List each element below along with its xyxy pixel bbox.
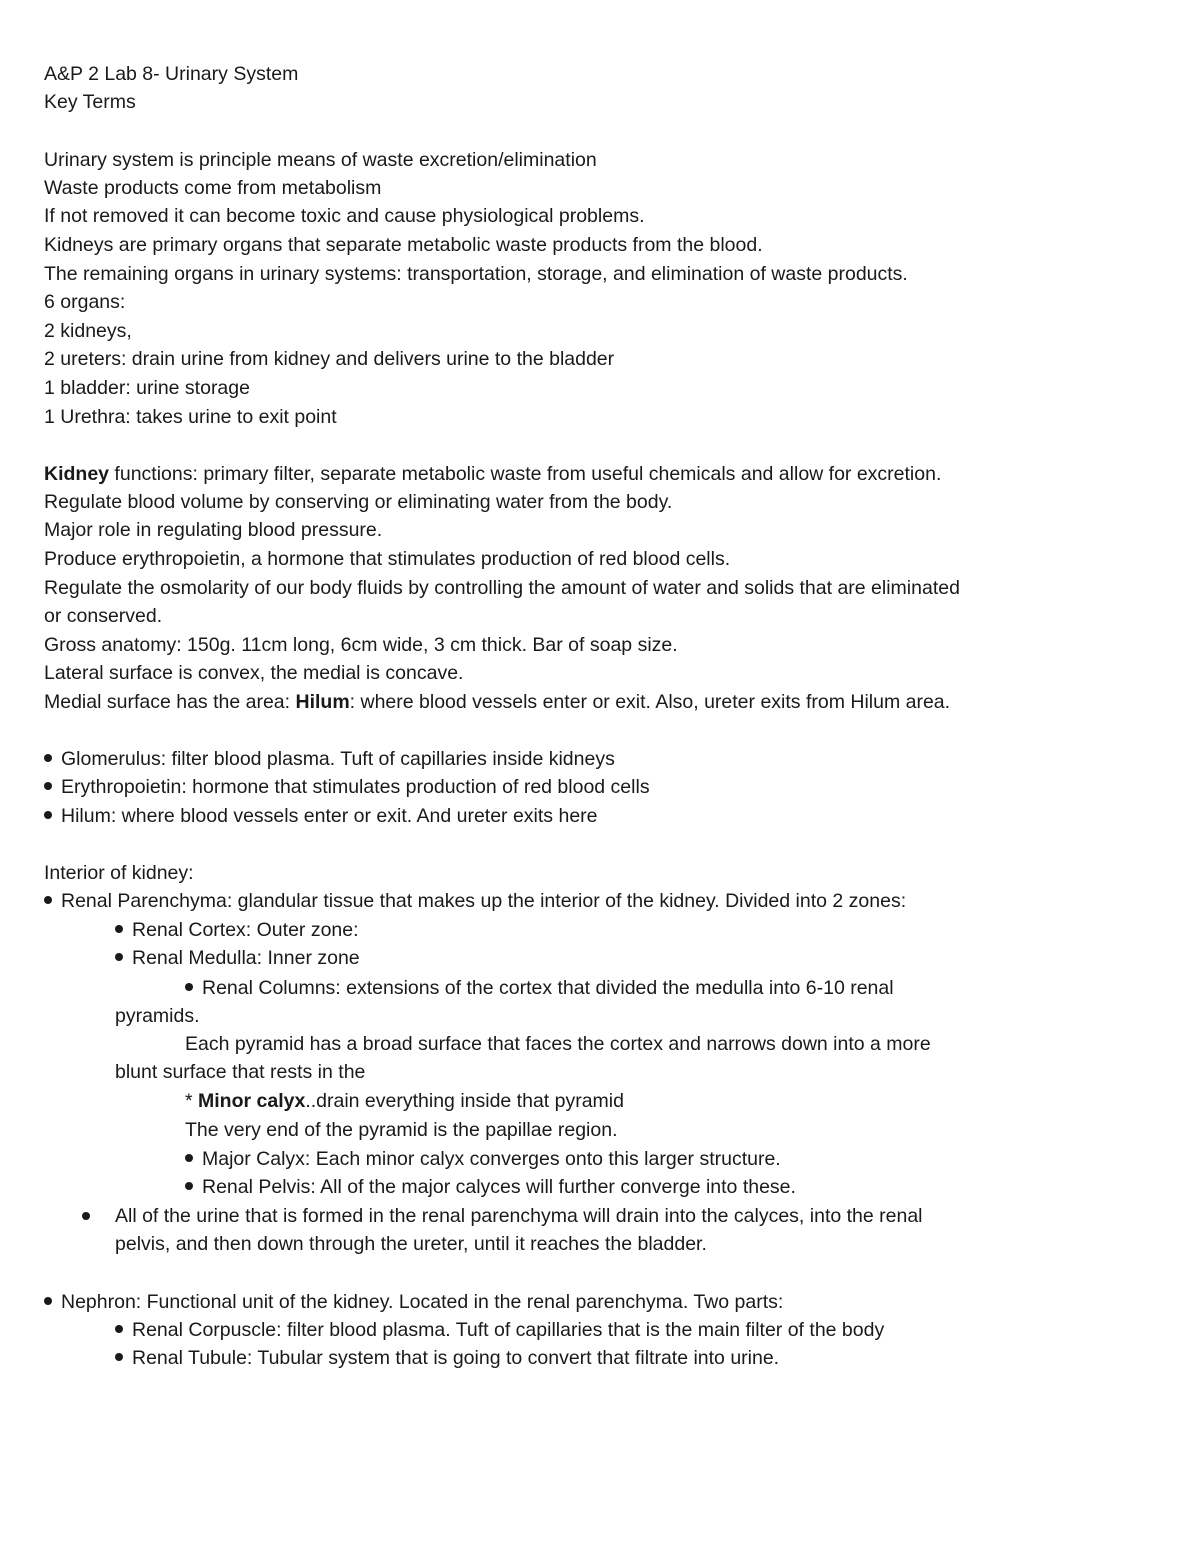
medulla-text: Renal Medulla: Inner zone — [132, 947, 360, 969]
bullet-icon — [185, 1182, 193, 1190]
intro-line: If not removed it can become toxic and cause physiological problems. — [44, 205, 645, 227]
kidney-line: Regulate blood volume by conserving or eliminating water from the body. — [44, 491, 673, 513]
bullet-icon — [115, 925, 123, 933]
papillae-line: The very end of the pyramid is the papillae region. — [185, 1119, 618, 1141]
renal-pelvis-text: Renal Pelvis: All of the major calyces will further converge into these. — [202, 1176, 796, 1198]
intro-line: 2 ureters: drain urine from kidney and delivers urine to the bladder — [44, 348, 615, 370]
intro-line: Waste products come from metabolism — [44, 177, 382, 199]
key-bullet-text: Hilum: where blood vessels enter or exit. And ureter exits here — [61, 805, 598, 827]
intro-line: Kidneys are primary organs that separate metabolic waste products from the blood. — [44, 234, 763, 256]
intro-line: 1 Urethra: takes urine to exit point — [44, 406, 337, 428]
interior-bullet-item — [115, 946, 360, 970]
intro-line: 6 organs: — [44, 291, 126, 313]
kidney-line: Regulate the osmolarity of our body fluids by controlling the amount of water and solids that are eliminated — [44, 577, 960, 599]
hilum-term: Hilum — [295, 691, 350, 713]
key-bullet-text: Glomerulus: filter blood plasma. Tuft of capillaries inside kidneys — [61, 748, 615, 770]
key-bullet-item — [44, 804, 598, 828]
urine-flow-continuation: pelvis, and then down through the ureter, until it reaches the bladder. — [115, 1233, 707, 1255]
bullet-icon — [115, 1353, 123, 1361]
kidney-line: Lateral surface is convex, the medial is concave. — [44, 662, 464, 684]
interior-bullet-item — [185, 976, 894, 1000]
interior-bullet-item — [185, 1147, 781, 1171]
pyramid-line: Each pyramid has a broad surface that faces the cortex and narrows down into a more — [185, 1033, 931, 1055]
bullet-icon — [44, 782, 52, 790]
parenchyma-text: Renal Parenchyma: glandular tissue that makes up the interior of the kidney. Divided into 2 zones: — [61, 890, 907, 912]
urine-flow-line: All of the urine that is formed in the renal parenchyma will drain into the calyces, into the renal — [115, 1205, 923, 1227]
bullet-icon — [82, 1212, 90, 1220]
intro-line: The remaining organs in urinary systems: transportation, storage, and elimination of waste products. — [44, 263, 908, 285]
interior-bullet-item — [44, 889, 906, 913]
key-bullet-item — [44, 775, 650, 799]
kidney-term: Kidney — [44, 463, 110, 485]
intro-line: 2 kidneys, — [44, 320, 132, 342]
tubule-text: Renal Tubule: Tubular system that is going to convert that filtrate into urine. — [132, 1347, 780, 1369]
cortex-text: Renal Cortex: Outer zone: — [132, 919, 359, 941]
bullet-icon — [185, 983, 193, 991]
minor-suffix: ..drain everything inside that pyramid — [305, 1090, 624, 1112]
kidney-functions-text: functions: primary filter, separate metabolic waste from useful chemicals and allow for excretion. — [109, 463, 942, 485]
kidney-line: Major role in regulating blood pressure. — [44, 519, 383, 541]
bullet-icon — [44, 754, 52, 762]
document-title: A&P 2 Lab 8- Urinary System — [44, 63, 299, 85]
intro-line: 1 bladder: urine storage — [44, 377, 250, 399]
document-subtitle: Key Terms — [44, 91, 136, 113]
pyramid-continuation: blunt surface that rests in the — [115, 1061, 366, 1083]
medial-prefix: Medial surface has the area: — [44, 691, 296, 713]
bullet-icon — [185, 1154, 193, 1162]
bullet-icon — [115, 953, 123, 961]
interior-heading: Interior of kidney: — [44, 862, 194, 884]
interior-bullet-item — [115, 918, 359, 942]
key-bullet-text: Erythropoietin: hormone that stimulates production of red blood cells — [61, 776, 650, 798]
minor-calyx-line — [185, 1089, 624, 1113]
bullet-icon — [44, 896, 52, 904]
medial-surface-line — [44, 690, 950, 714]
columns-continuation: pyramids. — [115, 1005, 200, 1027]
minor-calyx-term: Minor calyx — [198, 1090, 306, 1112]
nephron-bullet-item — [44, 1290, 783, 1314]
nephron-bullet-item — [115, 1346, 779, 1370]
bullet-icon — [44, 1297, 52, 1305]
intro-line: Urinary system is principle means of waste excretion/elimination — [44, 149, 597, 171]
nephron-text: Nephron: Functional unit of the kidney. Located in the renal parenchyma. Two parts: — [61, 1291, 784, 1313]
major-calyx-text: Major Calyx: Each minor calyx converges onto this larger structure. — [202, 1148, 781, 1170]
bullet-icon — [115, 1325, 123, 1333]
medial-suffix: : where blood vessels enter or exit. Also, ureter exits from Hilum area. — [349, 691, 951, 713]
nephron-bullet-item — [115, 1318, 884, 1342]
kidney-functions-line — [44, 462, 941, 486]
key-bullet-item — [44, 747, 615, 771]
minor-prefix: * — [185, 1090, 199, 1112]
corpuscle-text: Renal Corpuscle: filter blood plasma. Tuft of capillaries that is the main filter of the body — [132, 1319, 885, 1341]
kidney-line: Gross anatomy: 150g. 11cm long, 6cm wide, 3 cm thick. Bar of soap size. — [44, 634, 678, 656]
columns-text: Renal Columns: extensions of the cortex that divided the medulla into 6-10 renal — [202, 977, 894, 999]
kidney-line: Produce erythropoietin, a hormone that stimulates production of red blood cells. — [44, 548, 731, 570]
interior-bullet-item — [185, 1175, 796, 1199]
bullet-icon — [44, 811, 52, 819]
kidney-line: or conserved. — [44, 605, 163, 627]
